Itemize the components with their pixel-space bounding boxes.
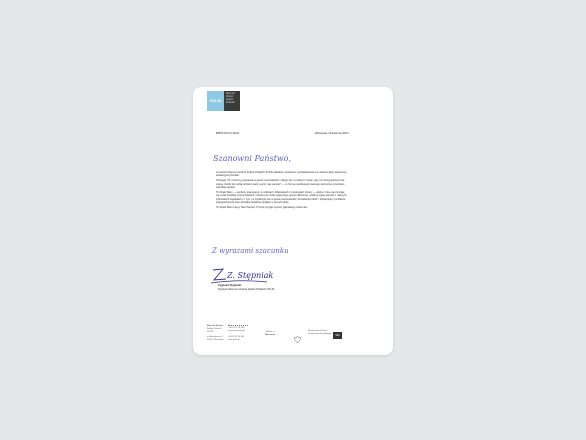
handwritten-salutation: Szanowni Państwo, [213, 154, 292, 163]
sponsor-warszawa: Miasto st. Warszawa [265, 331, 275, 336]
signer-title: Dyrektor Muzeum Historii Żydów Polskich POLIN [218, 288, 275, 291]
footer-contact: +48 22 47 10 300 muzeum@polin.pl +48 22 47 10 301 www.polin.pl [228, 327, 245, 341]
eagle-emblem-icon [293, 331, 302, 340]
paragraph-4: To dzięki Wam Łączy Nas Pamięć. Proszę przyjąć wyrazy głębokiego szacunku. [216, 206, 308, 210]
sponsor-logo-dark: SIM [333, 332, 342, 339]
letter-body [216, 171, 348, 211]
logo-subtitle: Muzeum Historii Żydów Polskich [224, 91, 240, 111]
footer-address: Muzeum Historii Żydów Polskich POLIN ul. Anielewicza 6 00-157 Warszawa [207, 325, 224, 341]
paragraph-2: Obchody 79. rocznicy powstania w getcie warszawskim odbyły się w trudnym czasie, gdy za naszą granicą trwa wojna. Każdy kto wziął udział w akcji „Łączy nas pamięć” — to forma manifestacji naszego sprzeciwu przeciwko wszelkiej agresji. [216, 179, 345, 189]
logo-brand: POLIN [207, 91, 224, 111]
letter-date: Warszawa, 20 kwietnia 2022 r. [315, 132, 351, 135]
polin-logo [207, 91, 240, 111]
footer-divider [228, 325, 248, 326]
letter-page [193, 87, 393, 355]
paragraph-1: w imieniu Muzeum Historii Żydów Polskich POLIN składam serdeczne podziękowania za udział w akcji społeczno-edukacyjnej Żonkile. [216, 171, 348, 178]
paragraph-3: To dzięki Wam — osobom pracującym w szkołach, bibliotekach i instytucjach kultury — akcja z roku na rok staje się coraz bardziej rozpoznawalna i dociera do coraz większego grona odbiorców, podtrzymując pamięć o naszych żydowskich sąsiadach i o tym, co wydarzyło się w getcie warszawskim 19 kwietnia 1943 r. Dziękujemy za Wasze zaangażowanie oraz wszelkie działania podjęte w ramach akcji. [216, 191, 347, 204]
letter-reference: BPR/FJ/KC/S-15/22 [216, 132, 240, 135]
signer-name: Zygmunt Stępiński [218, 284, 242, 287]
signature-text: Z. Stępniak [227, 271, 274, 280]
sponsor-ministry: Ministerstwo Kultury i Dziedzictwa Narodowego [308, 330, 332, 335]
handwritten-closing: Z wyrazami szacunku [212, 247, 289, 255]
